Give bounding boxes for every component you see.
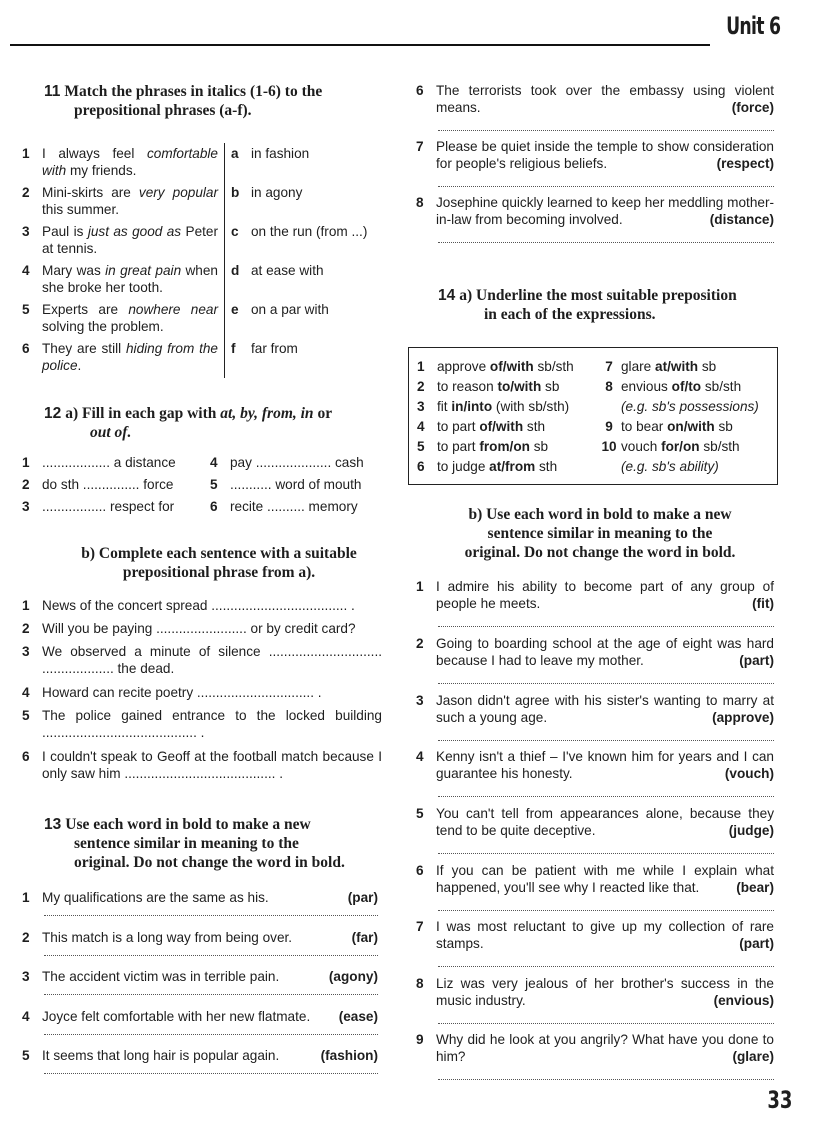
expression-item xyxy=(597,378,741,395)
match-left-item xyxy=(22,301,218,335)
preposition-choice: of/with xyxy=(479,419,524,434)
ex11-title-line2: prepositional phrases (a-f). xyxy=(74,102,252,119)
item-number: 4 xyxy=(22,685,30,700)
item-letter: e xyxy=(231,302,239,317)
list-item xyxy=(22,684,382,701)
item-text: I always feel comfortable with my friends. xyxy=(42,146,218,178)
item-number: 7 xyxy=(416,919,424,934)
item-number: 5 xyxy=(22,302,30,317)
preposition-choice: at/from xyxy=(489,459,536,474)
item-number: 8 xyxy=(416,976,424,991)
expression-item xyxy=(597,438,740,455)
preposition-choice: on/with xyxy=(667,419,715,434)
preposition-choice: from/on xyxy=(479,439,530,454)
keyword: (distance) xyxy=(709,212,774,227)
keyword: (par) xyxy=(347,890,378,905)
answer-line xyxy=(438,683,774,684)
answer-line xyxy=(438,910,774,911)
item-text: do sth ............... force xyxy=(42,477,174,492)
keyword: (fashion) xyxy=(320,1048,378,1063)
item-number: 1 xyxy=(22,146,30,161)
item-text xyxy=(436,635,774,669)
item-text: to bear on/with sb xyxy=(621,419,733,434)
unit-title: Unit 6 xyxy=(725,12,780,40)
answer-line xyxy=(438,130,774,131)
item-number: 8 xyxy=(416,195,424,210)
item-number: 6 xyxy=(416,863,424,878)
match-right-item xyxy=(231,145,309,162)
item-letter: b xyxy=(231,185,240,200)
match-left-item xyxy=(22,262,218,296)
item-number xyxy=(597,458,621,475)
ex14b-heading xyxy=(420,505,780,562)
list-item xyxy=(22,1008,378,1025)
item-text xyxy=(436,194,774,228)
item-text: Will you be paying ........................ or by credit card? xyxy=(42,621,356,636)
item-text: to reason to/with sb xyxy=(437,379,560,394)
match-right-item xyxy=(231,184,302,201)
item-text: ........... word of mouth xyxy=(230,477,362,492)
item-number: 5 xyxy=(22,1048,30,1063)
ex13-title-line1: Use each word in bold to make a new xyxy=(65,816,311,833)
match-left-item xyxy=(22,340,218,374)
list-item xyxy=(22,620,382,637)
ex11-heading xyxy=(44,82,384,120)
sentence: Jason didn't agree with his sister's wanting to marry at such a young age. xyxy=(436,693,774,725)
expression-item xyxy=(417,458,557,475)
item-number: 5 xyxy=(22,708,30,723)
ex13-title-line3: original. Do not change the word in bold. xyxy=(74,854,345,871)
expression-item xyxy=(417,378,559,395)
keyword: (ease) xyxy=(338,1009,378,1024)
sentence: Going to boarding school at the age of eight was hard because I had to leave my mother. xyxy=(436,636,774,668)
item-italic-phrase: very popular xyxy=(138,185,218,200)
item-letter: c xyxy=(231,224,239,239)
item-text: on the run (from ...) xyxy=(251,224,368,239)
item-text xyxy=(42,929,378,946)
keyword: (vouch) xyxy=(724,766,774,781)
expression-item xyxy=(597,458,719,475)
item-number: 6 xyxy=(210,499,218,514)
item-number: 5 xyxy=(416,806,424,821)
list-item xyxy=(22,707,382,741)
item-text: pay .................... cash xyxy=(230,455,364,470)
expression-note: (e.g. sb's ability) xyxy=(621,459,719,474)
list-item xyxy=(416,805,774,839)
item-text: Mini-skirts are very popular this summer. xyxy=(42,185,218,217)
item-number: 6 xyxy=(22,749,30,764)
item-text xyxy=(42,1008,378,1025)
item-text: vouch for/on sb/sth xyxy=(621,439,740,454)
item-text xyxy=(436,1031,774,1065)
item-number: 2 xyxy=(22,930,30,945)
keyword: (approve) xyxy=(712,710,774,725)
item-number: 6 xyxy=(416,83,424,98)
item-text xyxy=(436,82,774,116)
item-text xyxy=(42,1047,378,1064)
answer-line xyxy=(438,740,774,741)
list-item xyxy=(416,578,774,612)
item-number: 1 xyxy=(22,890,30,905)
item-text xyxy=(436,862,774,896)
item-text xyxy=(436,578,774,612)
sentence: I admire his ability to become part of any group of people he meets. xyxy=(436,579,774,611)
keyword: (bear) xyxy=(736,880,774,895)
item-number: 1 xyxy=(22,598,30,613)
sentence: It seems that long hair is popular again. xyxy=(42,1048,280,1063)
match-divider xyxy=(224,143,225,378)
preposition-choice: in/into xyxy=(451,399,493,414)
ex14b-title-line2: sentence similar in meaning to the xyxy=(487,525,713,542)
answer-line xyxy=(438,626,774,627)
ex11-number: 11 xyxy=(44,83,61,100)
item-number: 3 xyxy=(22,224,30,239)
grid-item xyxy=(210,454,364,471)
list-item xyxy=(416,194,774,228)
keyword: (glare) xyxy=(732,1049,774,1064)
answer-line xyxy=(44,915,378,916)
item-number: 9 xyxy=(416,1032,424,1047)
ex13-heading xyxy=(44,815,384,872)
list-item xyxy=(416,692,774,726)
item-italic-phrase: just as good as xyxy=(87,224,182,239)
sentence: The accident victim was in terrible pain. xyxy=(42,969,280,984)
preposition-choice: for/on xyxy=(661,439,700,454)
preposition-choice: at/with xyxy=(655,359,699,374)
keyword: (part) xyxy=(739,936,774,951)
sentence: This match is a long way from being over. xyxy=(42,930,293,945)
grid-item xyxy=(210,476,361,493)
sentence: Why did he look at you angrily? What have you done to him? xyxy=(436,1032,774,1064)
sentence: The terrorists took over the embassy using violent means. xyxy=(436,83,774,115)
item-number: 1 xyxy=(417,359,425,374)
item-text xyxy=(436,748,774,782)
keyword: (agony) xyxy=(328,969,378,984)
item-text: The police gained entrance to the locked building ......................................... . xyxy=(42,708,382,740)
item-text: Experts are nowhere near solving the problem. xyxy=(42,302,218,334)
item-text: on a par with xyxy=(251,302,329,317)
list-item xyxy=(22,643,382,677)
ex12a-title-words: at, by, from, in xyxy=(220,405,314,422)
item-text xyxy=(621,458,719,475)
item-text: Paul is just as good as Peter at tennis. xyxy=(42,224,218,256)
item-number: 4 xyxy=(417,419,425,434)
item-text: to judge at/from sth xyxy=(437,459,558,474)
item-number: 1 xyxy=(22,455,30,470)
item-text: fit in/into (with sb/sth) xyxy=(437,399,570,414)
item-number: 2 xyxy=(22,477,30,492)
answer-line xyxy=(438,853,774,854)
item-text xyxy=(436,918,774,952)
answer-line xyxy=(44,1073,378,1074)
ex12b-title-line2: prepositional phrase from a). xyxy=(122,564,316,581)
item-letter: a xyxy=(231,146,239,161)
item-number: 2 xyxy=(22,621,30,636)
sentence: Liz was very jealous of her brother's success in the music industry. xyxy=(436,976,774,1008)
item-number: 3 xyxy=(22,969,30,984)
item-number: 10 xyxy=(601,439,617,454)
item-italic-phrase: hiding from the police xyxy=(42,341,218,373)
item-number: 4 xyxy=(22,1009,30,1024)
item-italic-phrase: in great pain xyxy=(105,263,182,278)
item-text: in agony xyxy=(251,185,303,200)
item-text: glare at/with sb xyxy=(621,359,717,374)
item-number: 4 xyxy=(210,455,218,470)
list-item xyxy=(22,889,378,906)
item-letter: d xyxy=(231,263,240,278)
keyword: (force) xyxy=(731,100,774,115)
item-text: to part from/on sb xyxy=(437,439,549,454)
item-number: 7 xyxy=(605,359,613,374)
item-letter: f xyxy=(231,341,236,356)
item-number: 3 xyxy=(22,499,30,514)
list-item xyxy=(22,929,378,946)
grid-item xyxy=(210,498,358,515)
ex11-title-line1: Match the phrases in italics (1-6) to the xyxy=(64,83,323,100)
keyword: (far) xyxy=(351,930,378,945)
ex12a-heading xyxy=(44,404,384,442)
preposition-choice: of/to xyxy=(671,379,702,394)
grid-item xyxy=(22,476,173,493)
sentence: Josephine quickly learned to keep her meddling mother-in-law from becoming involved. xyxy=(436,195,774,227)
ex12b-heading xyxy=(44,544,394,582)
expression-item xyxy=(597,358,716,375)
keyword: (judge) xyxy=(728,823,774,838)
item-number: 9 xyxy=(605,419,613,434)
list-item xyxy=(22,748,382,782)
answer-line xyxy=(44,1034,378,1035)
item-text xyxy=(42,968,378,985)
ex14a-title-line2: in each of the expressions. xyxy=(484,306,656,323)
item-italic-phrase: comfortable with xyxy=(42,146,218,178)
item-number: 4 xyxy=(22,263,30,278)
answer-line xyxy=(438,966,774,967)
item-text xyxy=(436,692,774,726)
item-number: 5 xyxy=(210,477,218,492)
item-text: .................. a distance xyxy=(42,455,176,470)
sentence: Please be quiet inside the temple to show consideration for people's religious beliefs. xyxy=(436,139,774,171)
answer-line xyxy=(438,186,774,187)
item-text: News of the concert spread .................................... . xyxy=(42,598,355,613)
answer-line xyxy=(438,1079,774,1080)
keyword: (fit) xyxy=(752,596,774,611)
ex12-number: 12 xyxy=(44,405,62,422)
ex12a-title-line2: out of. xyxy=(90,424,132,441)
item-number: 3 xyxy=(417,399,425,414)
expression-item xyxy=(417,438,548,455)
item-text: approve of/with sb/sth xyxy=(437,359,574,374)
expression-note: (e.g. sb's possessions) xyxy=(621,399,759,414)
ex14b-title-line3: original. Do not change the word in bold. xyxy=(464,544,736,561)
list-item xyxy=(416,975,774,1009)
sentence: Joyce felt comfortable with her new flatmate. xyxy=(42,1009,311,1024)
list-item xyxy=(416,635,774,669)
item-text: in fashion xyxy=(251,146,310,161)
item-number: 6 xyxy=(417,459,425,474)
match-right-item xyxy=(231,301,329,318)
ex12b-title-line1: b) Complete each sentence with a suitable xyxy=(81,545,357,562)
item-number: 6 xyxy=(22,341,30,356)
list-item xyxy=(22,1047,378,1064)
ex14a-title-line1: a) Underline the most suitable preposition xyxy=(459,287,737,304)
item-number: 2 xyxy=(417,379,425,394)
ex13-number: 13 xyxy=(44,816,62,833)
expression-item xyxy=(597,418,733,435)
ex13-title-line2: sentence similar in meaning to the xyxy=(74,835,299,852)
item-number: 2 xyxy=(416,636,424,651)
answer-line xyxy=(438,242,774,243)
page-number: 33 xyxy=(766,1086,792,1114)
list-item xyxy=(416,1031,774,1065)
grid-item xyxy=(22,498,174,515)
item-text: I couldn't speak to Geoff at the football match because I only saw him ........................................ . xyxy=(42,749,382,781)
item-text: to part of/with sth xyxy=(437,419,546,434)
item-number: 4 xyxy=(416,749,424,764)
item-text: recite .......... memory xyxy=(230,499,358,514)
sentence: I was most reluctant to give up my collection of rare stamps. xyxy=(436,919,774,951)
ex14-number: 14 xyxy=(438,287,456,304)
item-number: 2 xyxy=(22,185,30,200)
item-number: 3 xyxy=(22,644,30,659)
item-text xyxy=(436,805,774,839)
answer-line xyxy=(44,994,378,995)
sentence: If you can be patient with me while I explain what happened, you'll see why I reacted like that. xyxy=(436,863,774,895)
expression-item xyxy=(597,398,759,415)
header-rule xyxy=(10,44,710,46)
item-text: ................. respect for xyxy=(42,499,175,514)
item-text: Howard can recite poetry ............................... . xyxy=(42,685,322,700)
item-text: We observed a minute of silence .............................. ................... the dead. xyxy=(42,644,382,676)
ex12a-title-a: a) Fill in each gap with xyxy=(65,405,221,422)
expression-item xyxy=(417,398,569,415)
match-right-item xyxy=(231,223,367,240)
keyword: (respect) xyxy=(716,156,774,171)
grid-item xyxy=(22,454,176,471)
item-text xyxy=(436,975,774,1009)
sentence: You can't tell from appearances alone, because they tend to be quite deceptive. xyxy=(436,806,774,838)
match-right-item xyxy=(231,262,324,279)
list-item xyxy=(416,748,774,782)
match-left-item xyxy=(22,145,218,179)
item-text xyxy=(436,138,774,172)
item-text: at ease with xyxy=(251,263,324,278)
ex14b-title-line1: b) Use each word in bold to make a new xyxy=(468,506,732,523)
match-right-item xyxy=(231,340,298,357)
list-item xyxy=(22,968,378,985)
item-number: 3 xyxy=(416,693,424,708)
list-item xyxy=(416,138,774,172)
keyword: (envious) xyxy=(713,993,774,1008)
sentence: Kenny isn't a thief – I've known him for years and I can guarantee his honesty. xyxy=(436,749,774,781)
match-left-item xyxy=(22,223,218,257)
ex14a-box xyxy=(408,347,778,485)
sentence: My qualifications are the same as his. xyxy=(42,890,269,905)
answer-line xyxy=(438,796,774,797)
expression-item xyxy=(417,418,545,435)
expression-item xyxy=(417,358,574,375)
keyword: (part) xyxy=(739,653,774,668)
item-text: Mary was in great pain when she broke her tooth. xyxy=(42,263,218,295)
item-number: 7 xyxy=(416,139,424,154)
item-text: envious of/to sb/sth xyxy=(621,379,742,394)
answer-line xyxy=(438,1023,774,1024)
ex12a-title-or: or xyxy=(313,405,333,422)
list-item xyxy=(416,82,774,116)
list-item xyxy=(22,597,382,614)
item-number: 8 xyxy=(605,379,613,394)
list-item xyxy=(416,862,774,896)
answer-line xyxy=(44,955,378,956)
item-text: far from xyxy=(251,341,298,356)
item-number: 5 xyxy=(417,439,425,454)
item-text xyxy=(621,398,759,415)
item-number xyxy=(597,398,621,415)
ex14a-heading xyxy=(438,286,778,324)
preposition-choice: to/with xyxy=(497,379,542,394)
match-left-item xyxy=(22,184,218,218)
item-number: 1 xyxy=(416,579,424,594)
list-item xyxy=(416,918,774,952)
preposition-choice: of/with xyxy=(489,359,534,374)
item-text xyxy=(42,889,378,906)
item-italic-phrase: nowhere near xyxy=(128,302,218,317)
item-text: They are still hiding from the police. xyxy=(42,341,218,373)
